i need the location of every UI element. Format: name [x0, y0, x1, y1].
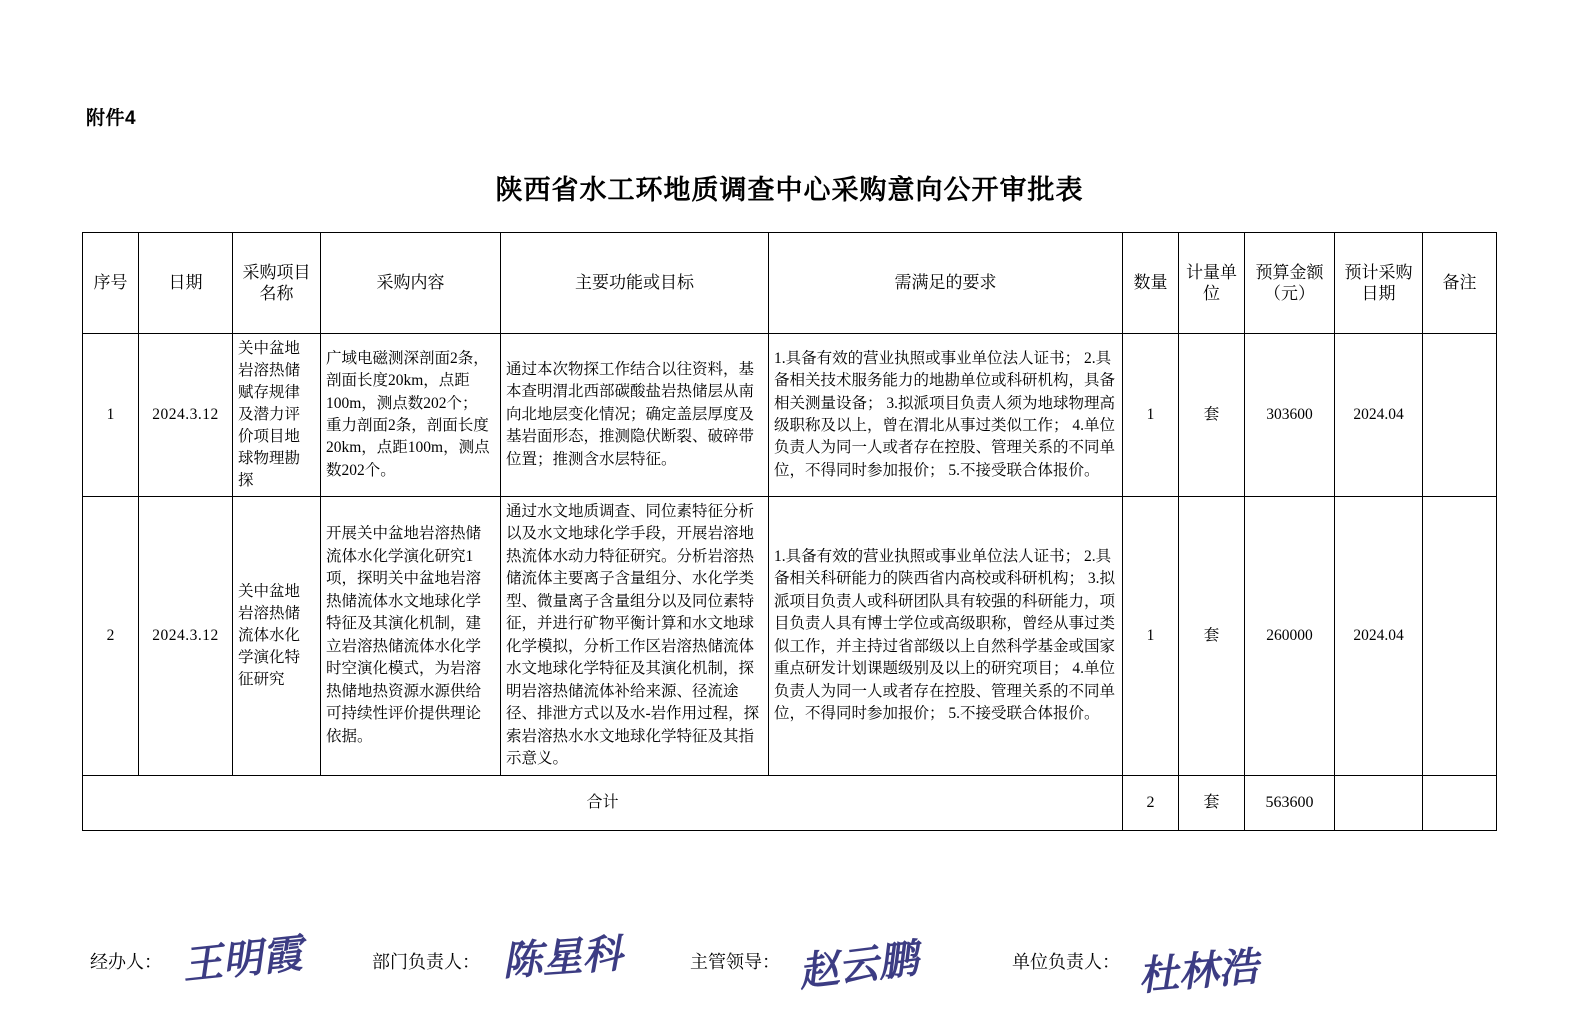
total-unit: 套	[1179, 775, 1245, 830]
cell-expected-date: 2024.04	[1335, 334, 1423, 497]
department-head-signature: 陈星科	[500, 930, 624, 985]
department-head-label: 部门负责人：	[372, 952, 480, 972]
cell-remark	[1423, 497, 1497, 776]
cell-content: 开展关中盆地岩溶热储流体水化学演化研究1项，探明关中盆地岩溶热储流体水文地球化学特征及其演化机制，建立岩溶热储流体水化学时空演化模式，为岩溶热储地热资源水源供给可持续性评价提供理论依据。	[321, 497, 501, 776]
cell-remark	[1423, 334, 1497, 497]
col-header-quantity: 数量	[1123, 233, 1179, 334]
supervisor-signature: 赵云鹏	[796, 935, 921, 996]
cell-goal: 通过本次物探工作结合以往资料，基本查明渭北西部碳酸盐岩热储层从南向北地层变化情况；确定盖层厚度及基岩面形态，推测隐伏断裂、破碎带位置；推测含水层特征。	[501, 334, 769, 497]
procurement-table	[82, 232, 1497, 831]
cell-project-name: 关中盆地岩溶热储流体水化学演化特征研究	[233, 497, 321, 776]
cell-requirements: 1.具备有效的营业执照或事业单位法人证书； 2.具备相关技术服务能力的地勘单位或科研机构，具备相关测量设备； 3.拟派项目负责人须为地球物理高级职称及以上，曾在渭北从事过类似工作； 4.单位负责人为同一人或者存在控股、管理关系的不同单位，不得同时参加报价； 5.不接受联合体报价。	[769, 334, 1123, 497]
col-header-budget: 预算金额（元）	[1245, 233, 1335, 334]
total-expected-date	[1335, 775, 1423, 830]
total-budget: 563600	[1245, 775, 1335, 830]
col-header-content: 采购内容	[321, 233, 501, 334]
unit-head-signature: 杜林浩	[1136, 943, 1260, 1000]
cell-unit: 套	[1179, 334, 1245, 497]
total-quantity: 2	[1123, 775, 1179, 830]
cell-index: 2	[83, 497, 139, 776]
total-remark	[1423, 775, 1497, 830]
cell-content: 广域电磁测深剖面2条，剖面长度20km，点距100m，测点数202个； 重力剖面2条，剖面长度20km，点距100m，测点数202个。	[321, 334, 501, 497]
supervisor-label: 主管领导：	[690, 952, 780, 972]
table-body	[83, 334, 1497, 831]
cell-goal: 通过水文地质调查、同位素特征分析以及水文地球化学手段，开展岩溶地热流体水动力特征研究。分析岩溶热储流体主要离子含量组分、水化学类型、微量离子含量组分以及同位素特征，并进行矿物平衡计算和水文地球化学模拟，分析工作区岩溶热储流体水文地球化学特征及其演化机制，探明岩溶热储流体补给来源、径流途径、排泄方式以及水-岩作用过程，探索岩溶热水水文地球化学特征及其指示意义。	[501, 497, 769, 776]
attachment-label: 附件4	[86, 108, 137, 129]
col-header-unit: 计量单位	[1179, 233, 1245, 334]
col-header-expected-date: 预计采购日期	[1335, 233, 1423, 334]
cell-quantity: 1	[1123, 334, 1179, 497]
cell-date: 2024.3.12	[139, 497, 233, 776]
col-header-date: 日期	[139, 233, 233, 334]
col-header-remark: 备注	[1423, 233, 1497, 334]
cell-unit: 套	[1179, 497, 1245, 776]
cell-budget: 303600	[1245, 334, 1335, 497]
cell-budget: 260000	[1245, 497, 1335, 776]
cell-quantity: 1	[1123, 497, 1179, 776]
col-header-index: 序号	[83, 233, 139, 334]
page-title: 陕西省水工环地质调查中心采购意向公开审批表	[495, 175, 1084, 205]
col-header-project-name: 采购项目名称	[233, 233, 321, 334]
cell-expected-date: 2024.04	[1335, 497, 1423, 776]
handler-label: 经办人：	[90, 952, 162, 972]
col-header-requirements: 需满足的要求	[769, 233, 1123, 334]
handler-signature: 王明霞	[180, 930, 305, 989]
table-row	[83, 497, 1497, 776]
table-row	[83, 334, 1497, 497]
cell-date: 2024.3.12	[139, 334, 233, 497]
table-header-row	[83, 233, 1497, 334]
cell-project-name: 关中盆地岩溶热储赋存规律及潜力评价项目地球物理勘探	[233, 334, 321, 497]
total-label: 合计	[83, 775, 1123, 830]
unit-head-label: 单位负责人：	[1012, 952, 1120, 972]
table-header	[83, 233, 1497, 334]
col-header-goal: 主要功能或目标	[501, 233, 769, 334]
cell-requirements: 1.具备有效的营业执照或事业单位法人证书； 2.具备相关科研能力的陕西省内高校或科研机构； 3.拟派项目负责人或科研团队具有较强的科研能力，项目负责人具有博士学位或高级职称，曾经从事过类似工作，并主持过省部级以上自然科学基金或国家重点研发计划课题级别及以上的研究项目； 4.单位负责人为同一人或者存在控股、管理关系的不同单位，不得同时参加报价； 5.不接受联合体报价。	[769, 497, 1123, 776]
table-total-row	[83, 775, 1497, 830]
cell-index: 1	[83, 334, 139, 497]
